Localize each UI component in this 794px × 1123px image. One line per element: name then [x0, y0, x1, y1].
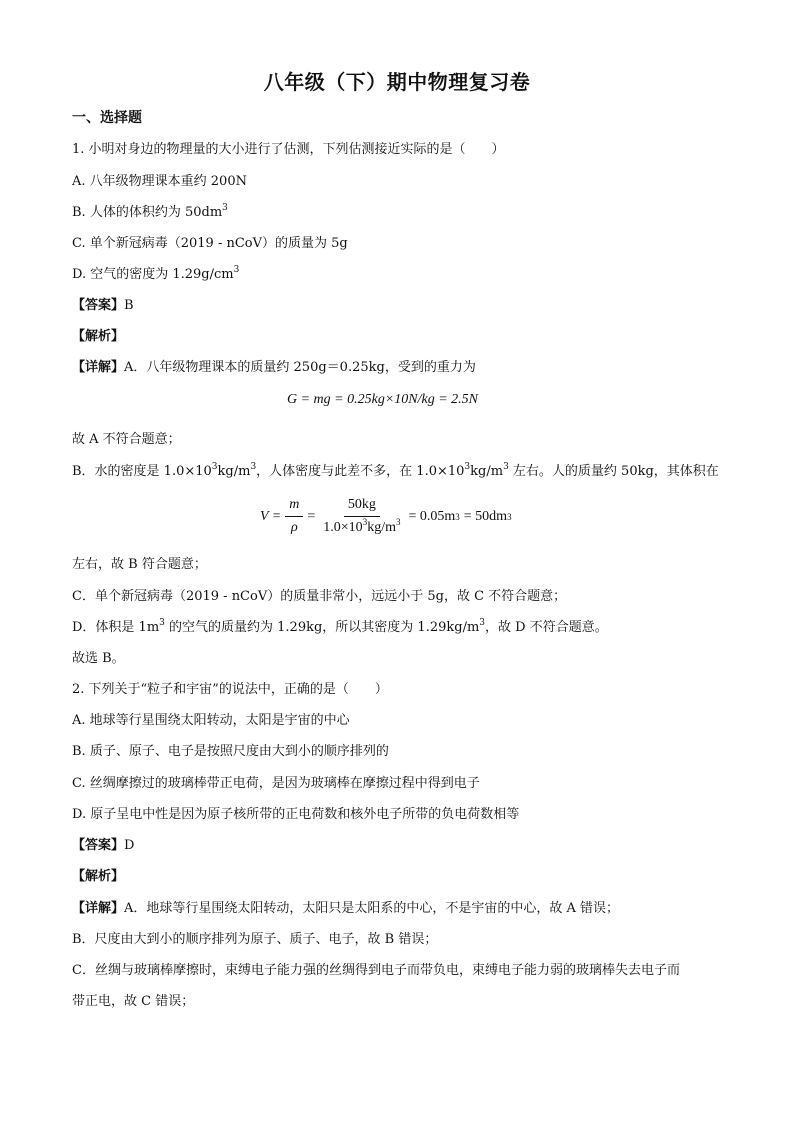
formula-gravity: G = mg = 0.25kg×10N/kg = 2.5N — [287, 392, 479, 407]
section-heading: 一、选择题 — [72, 110, 142, 126]
question-2-answer: 【答案】D — [72, 838, 135, 853]
question-1-conclusion-b: 左右，故 B 符合题意； — [72, 557, 207, 572]
question-1-detail-b: B．水的密度是 $1.0\times 10^3kg/m^3$，人体密度与此差不多，在 $1.0\times 10^3kg/m^3$ 左右。人的质量约 50kg，其体积在 — [72, 462, 719, 479]
question-1-answer: 【答案】B — [72, 298, 134, 313]
question-1-option-c: C. 单个新冠病毒（2019 - nCoV）的质量为 5g — [72, 236, 348, 251]
formula-volume: V = $\frac{m}{\rho}$ = $\frac{50kg}{1.0\times 10^3kg/m^3}$ = 0.05m 3 = 50dm 3 — [260, 497, 512, 535]
question-2-stem: 2. 下列关于“粒子和宇宙”的说法中，正确的是（ ） — [72, 682, 388, 697]
question-1-detail-a: 【详解】A．八年级物理课本的质量约 250g＝0.25kg，受到的重力为 — [72, 360, 476, 375]
question-2-option-c: C. 丝绸摩擦过的玻璃棒带正电荷，是因为玻璃棒在摩擦过程中得到电子 — [72, 776, 480, 791]
question-1-detail-c: C．单个新冠病毒（2019 - nCoV）的质量非常小，远远小于 5g，故 C 不符合题意； — [72, 589, 567, 604]
question-1-stem: 1. 小明对身边的物理量的大小进行了估测，下列估测接近实际的是（ ） — [72, 142, 505, 157]
question-2-option-d: D. 原子呈电中性是因为原子核所带的正电荷数和核外电子所带的负电荷数相等 — [72, 807, 520, 822]
question-2-detail-b: B．尺度由大到小的顺序排列为原子、质子、电子，故 B 错误； — [72, 932, 438, 947]
question-2-detail-a: 【详解】A．地球等行星围绕太阳转动，太阳只是太阳系的中心，不是宇宙的中心，故 A 错误； — [72, 901, 620, 916]
question-2-detail-c-line1: C．丝绸与玻璃棒摩擦时，束缚电子能力强的丝绸得到电子而带负电，束缚电子能力弱的玻璃棒失去电子而 — [72, 963, 680, 978]
question-1-option-b: B. 人体的体积约为 $50dm^3$ — [72, 203, 228, 220]
page-title: 八年级（下）期中物理复习卷 — [263, 70, 531, 94]
question-1-option-a: A. 八年级物理课本重约 200N — [72, 174, 247, 189]
question-1-option-d: D. 空气的密度为 $1.29g/cm^3$ — [72, 265, 240, 282]
question-2-option-a: A. 地球等行星围绕太阳转动，太阳是宇宙的中心 — [72, 713, 350, 728]
question-1-conclusion-a: 故 A 不符合题意； — [72, 432, 181, 447]
question-1-detail-d: D．体积是 $1m^3$ 的空气的质量约为 1.29kg，所以其密度为 $1.29kg/m^3$，故 D 不符合题意。 — [72, 618, 608, 635]
question-2-option-b: B. 质子、原子、电子是按照尺度由大到小的顺序排列的 — [72, 744, 389, 759]
question-2-detail-c-line2: 带正电，故 C 错误； — [72, 994, 195, 1009]
question-1-final: 故选 B。 — [72, 651, 125, 666]
question-1-analysis-label: 【解析】 — [72, 329, 125, 344]
question-2-analysis-label: 【解析】 — [72, 869, 125, 884]
